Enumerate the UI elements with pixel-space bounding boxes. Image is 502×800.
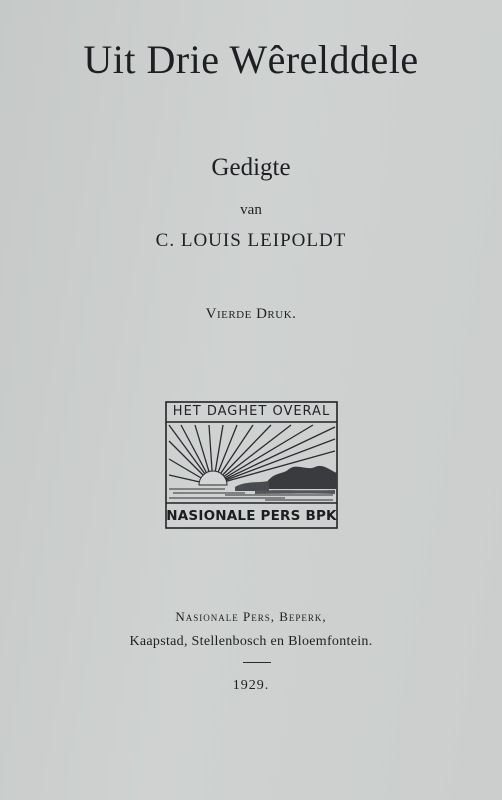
author-name: C. LOUIS LEIPOLDT xyxy=(155,230,347,251)
publication-year: 1929. xyxy=(232,678,270,693)
emblem-name: NASIONALE PERS BPK xyxy=(166,508,337,524)
publisher-name: Nasionale Pers, Beperk, xyxy=(175,609,327,624)
by-line: van xyxy=(240,202,262,218)
book-subtitle: Gedigte xyxy=(211,154,291,181)
divider-rule xyxy=(243,662,271,663)
publisher-places: Kaapstad, Stellenbosch en Bloemfontein. xyxy=(129,634,373,649)
emblem-motto: HET DAGHET OVERAL xyxy=(172,404,331,419)
edition-label: Vierde Druk. xyxy=(205,306,297,322)
book-title: Uit Drie Wêrelddele xyxy=(83,37,419,82)
publisher-emblem xyxy=(165,401,338,529)
